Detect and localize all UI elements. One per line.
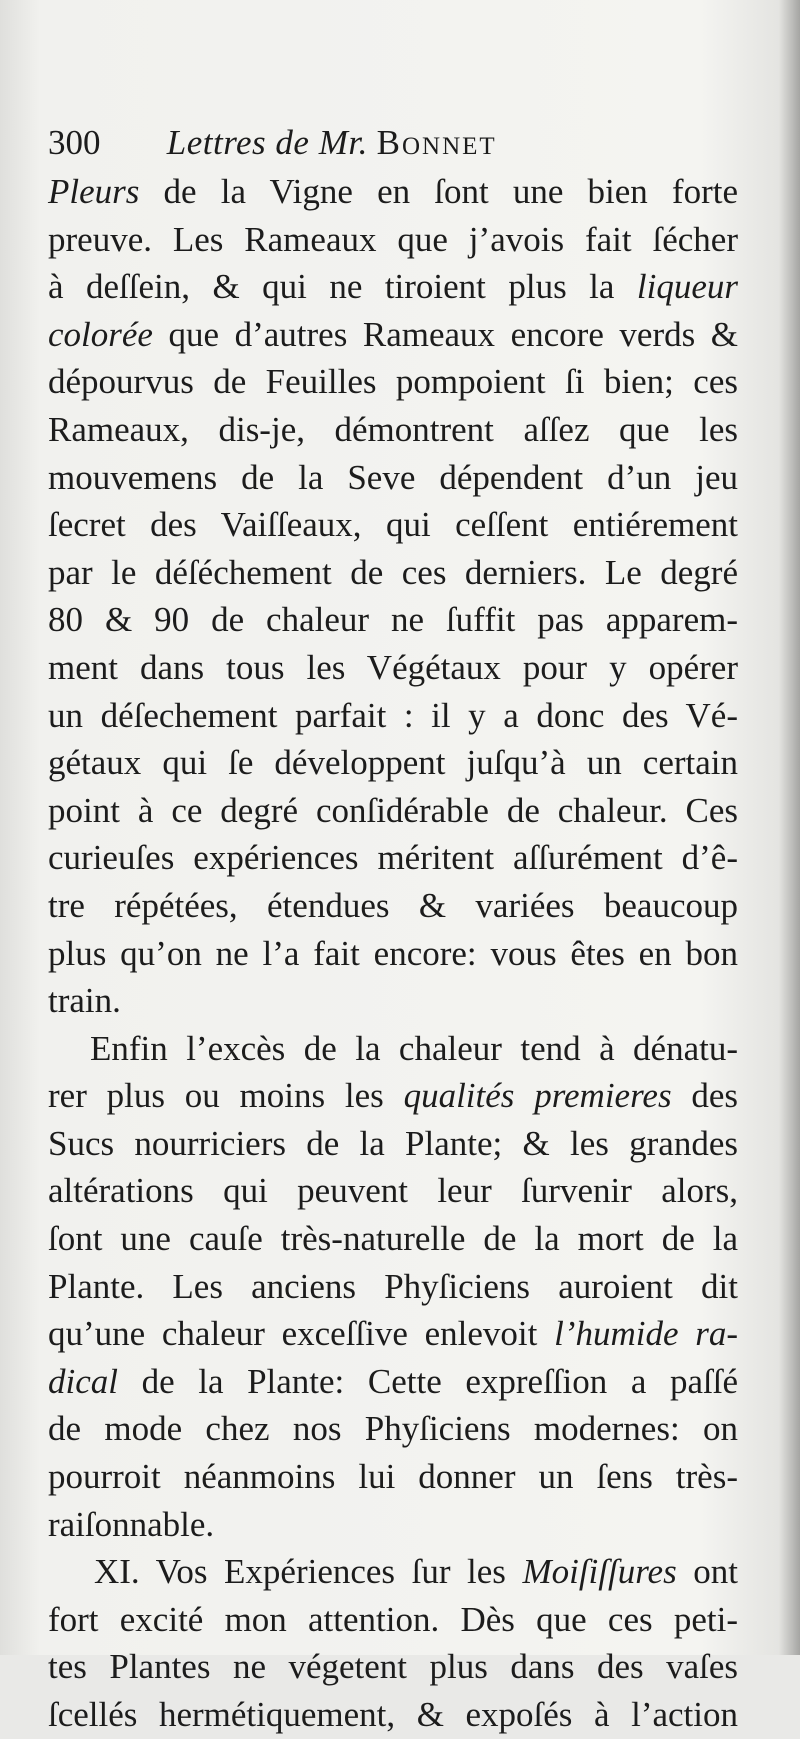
text-segment: point à ce degré conſidérable de chaleur. Ces bbox=[48, 790, 738, 830]
text-segment: dépourvus de Feuilles pompoient ſi bien; ces bbox=[48, 362, 738, 402]
text-line bbox=[48, 1215, 738, 1263]
italic-text: qualités premieres bbox=[403, 1076, 672, 1116]
text-line bbox=[48, 1310, 738, 1358]
text-segment: Enfin l’excès de la chaleur tend à dénatu- bbox=[90, 1028, 738, 1068]
italic-text: l’humide ra- bbox=[554, 1314, 738, 1354]
italic-text: colorée bbox=[48, 314, 153, 354]
text-line bbox=[48, 1358, 738, 1406]
text-segment: qu’une chaleur exceſſive enlevoit bbox=[48, 1314, 555, 1354]
text-segment: de mode chez nos Phyſiciens modernes: on bbox=[48, 1409, 738, 1449]
text-line bbox=[48, 1120, 738, 1168]
text-segment: ment dans tous les Végétaux pour y opérer bbox=[48, 647, 738, 687]
text-line bbox=[48, 1072, 738, 1120]
spine-shadow bbox=[778, 0, 800, 1655]
text-line bbox=[48, 454, 738, 502]
text-segment: Sucs nourriciers de la Plante; & les grandes bbox=[48, 1123, 738, 1163]
text-line bbox=[48, 1691, 738, 1739]
text-segment: de la Plante: Cette expreſſion a paſſé bbox=[117, 1361, 738, 1401]
text-segment: ſcellés hermétiquement, & expoſés à l’action bbox=[48, 1695, 738, 1734]
italic-text: Pleurs bbox=[48, 172, 140, 211]
text-segment: tes Plantes ne végetent plus dans des vaſes bbox=[48, 1647, 738, 1687]
text-line bbox=[48, 501, 738, 549]
text-segment: ſecret des Vaiſſeaux, qui ceſſent entiérement bbox=[48, 505, 738, 545]
text-line bbox=[48, 930, 738, 978]
text-line bbox=[48, 1453, 738, 1501]
text-line bbox=[48, 882, 738, 930]
text-segment: XI. Vos Expériences ſur les bbox=[94, 1552, 523, 1592]
text-line bbox=[48, 168, 738, 216]
text-line bbox=[48, 1596, 738, 1644]
text-line bbox=[48, 1025, 738, 1073]
text-segment: Rameaux, dis-je, démontrent aſſez que les bbox=[48, 409, 738, 449]
text-line bbox=[48, 692, 738, 740]
running-title: Lettres de Mr. bbox=[166, 123, 368, 162]
text-line bbox=[48, 644, 738, 692]
text-segment: plus qu’on ne l’a fait encore: vous êtes en bon bbox=[48, 933, 738, 973]
text-line bbox=[48, 834, 738, 882]
text-segment: de la Vigne en ſont une bien forte bbox=[139, 172, 738, 211]
text-line bbox=[48, 1643, 738, 1691]
running-author: Bonnet bbox=[376, 123, 497, 162]
text-line bbox=[48, 1548, 738, 1596]
text-segment: fort excité mon attention. Dès que ces peti- bbox=[48, 1599, 738, 1639]
text-segment: curieuſes expériences méritent aſſurément d’ê- bbox=[48, 838, 738, 878]
italic-text: liqueur bbox=[636, 267, 738, 307]
italic-text: Moiſiſſures bbox=[522, 1552, 677, 1592]
text-segment: un déſechement parfait : il y a donc des Vé- bbox=[48, 695, 738, 735]
text-segment: train. bbox=[48, 981, 121, 1021]
running-header bbox=[48, 118, 738, 168]
text-segment: rer plus ou moins les bbox=[48, 1076, 404, 1116]
text-segment: que d’autres Rameaux encore verds & bbox=[152, 314, 738, 354]
text-segment: ont bbox=[676, 1552, 738, 1592]
text-segment: ſont une cauſe très-naturelle de la mort de la bbox=[48, 1219, 738, 1259]
text-segment: à deſſein, & qui ne tiroient plus la bbox=[48, 267, 637, 307]
text-line bbox=[48, 549, 738, 597]
text-segment: pourroit néanmoins lui donner un ſens très- bbox=[48, 1457, 738, 1497]
text-segment: mouvemens de la Seve dépendent d’un jeu bbox=[48, 457, 738, 497]
text-line bbox=[48, 1263, 738, 1311]
text-segment: Plante. Les anciens Phyſiciens auroient dit bbox=[48, 1266, 738, 1306]
text-segment: raiſonnable. bbox=[48, 1504, 215, 1544]
italic-text: dical bbox=[48, 1361, 118, 1401]
text-segment: tre répétées, étendues & variées beaucoup bbox=[48, 885, 738, 925]
text-segment: 80 & 90 de chaleur ne ſuffit pas apparem- bbox=[48, 600, 738, 640]
text-segment: preuve. Les Rameaux que j’avois fait ſécher bbox=[48, 219, 738, 259]
text-line bbox=[48, 216, 738, 264]
text-line bbox=[48, 1405, 738, 1453]
text-segment: altérations qui peuvent leur ſurvenir alors, bbox=[48, 1171, 738, 1211]
text-line bbox=[48, 1501, 738, 1549]
text-line bbox=[48, 311, 738, 359]
text-line bbox=[48, 977, 738, 1025]
page-number: 300 bbox=[48, 123, 101, 162]
text-line bbox=[48, 739, 738, 787]
text-line bbox=[48, 406, 738, 454]
body-text bbox=[48, 168, 738, 1739]
text-line bbox=[48, 1167, 738, 1215]
text-line bbox=[48, 263, 738, 311]
text-line bbox=[48, 358, 738, 406]
text-line bbox=[48, 596, 738, 644]
text-segment: des bbox=[671, 1076, 739, 1116]
text-segment: par le déſéchement de ces derniers. Le degré bbox=[48, 552, 738, 592]
text-line bbox=[48, 787, 738, 835]
text-segment: gétaux qui ſe développent juſqu’à un certain bbox=[48, 743, 738, 783]
